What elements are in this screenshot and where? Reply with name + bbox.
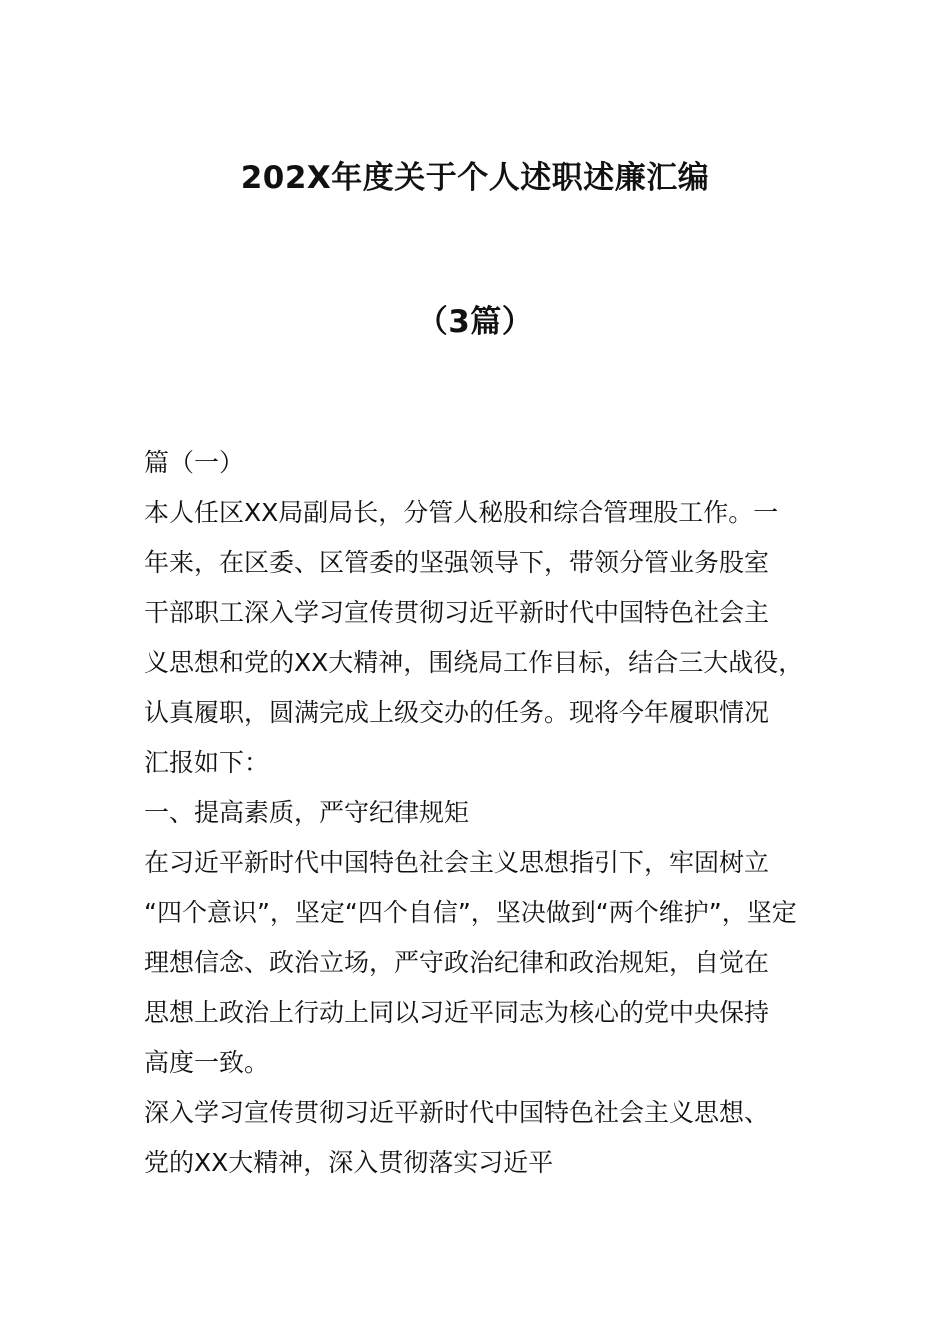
- body-line: 干部职工深入学习宣传贯彻习近平新时代中国特色社会主: [144, 598, 770, 627]
- body-line: 理想信念、政治立场，严守政治纪律和政治规矩，自觉在: [144, 948, 770, 977]
- subsection-heading: 一、提高素质，严守纪律规矩: [144, 798, 470, 827]
- body-line: 高度一致。: [144, 1048, 270, 1077]
- document-title: 202X年度关于个人述职述廉汇编: [240, 160, 710, 196]
- body-line: “四个意识”，坚定“四个自信”，坚决做到“两个维护”，坚定: [144, 898, 797, 927]
- document-subtitle: （3篇）: [416, 304, 534, 340]
- body-line: 年来，在区委、区管委的坚强领导下，带领分管业务股室: [144, 548, 770, 577]
- body-line: 本人任区XX局副局长，分管人秘股和综合管理股工作。一: [144, 498, 779, 527]
- body-line: 认真履职，圆满完成上级交办的任务。现将今年履职情况: [144, 698, 770, 727]
- body-line: 汇报如下：: [144, 748, 270, 777]
- section-heading: 篇（一）: [144, 448, 245, 477]
- document-body: [144, 438, 844, 1188]
- body-line: 义思想和党的XX大精神，围绕局工作目标，结合三大战役，: [144, 648, 804, 677]
- body-line: 在习近平新时代中国特色社会主义思想指引下，牢固树立: [144, 848, 770, 877]
- body-line: 党的XX大精神，深入贯彻落实习近平: [144, 1148, 554, 1177]
- body-line: 深入学习宣传贯彻习近平新时代中国特色社会主义思想、: [144, 1098, 770, 1127]
- body-line: 思想上政治上行动上同以习近平同志为核心的党中央保持: [144, 998, 770, 1027]
